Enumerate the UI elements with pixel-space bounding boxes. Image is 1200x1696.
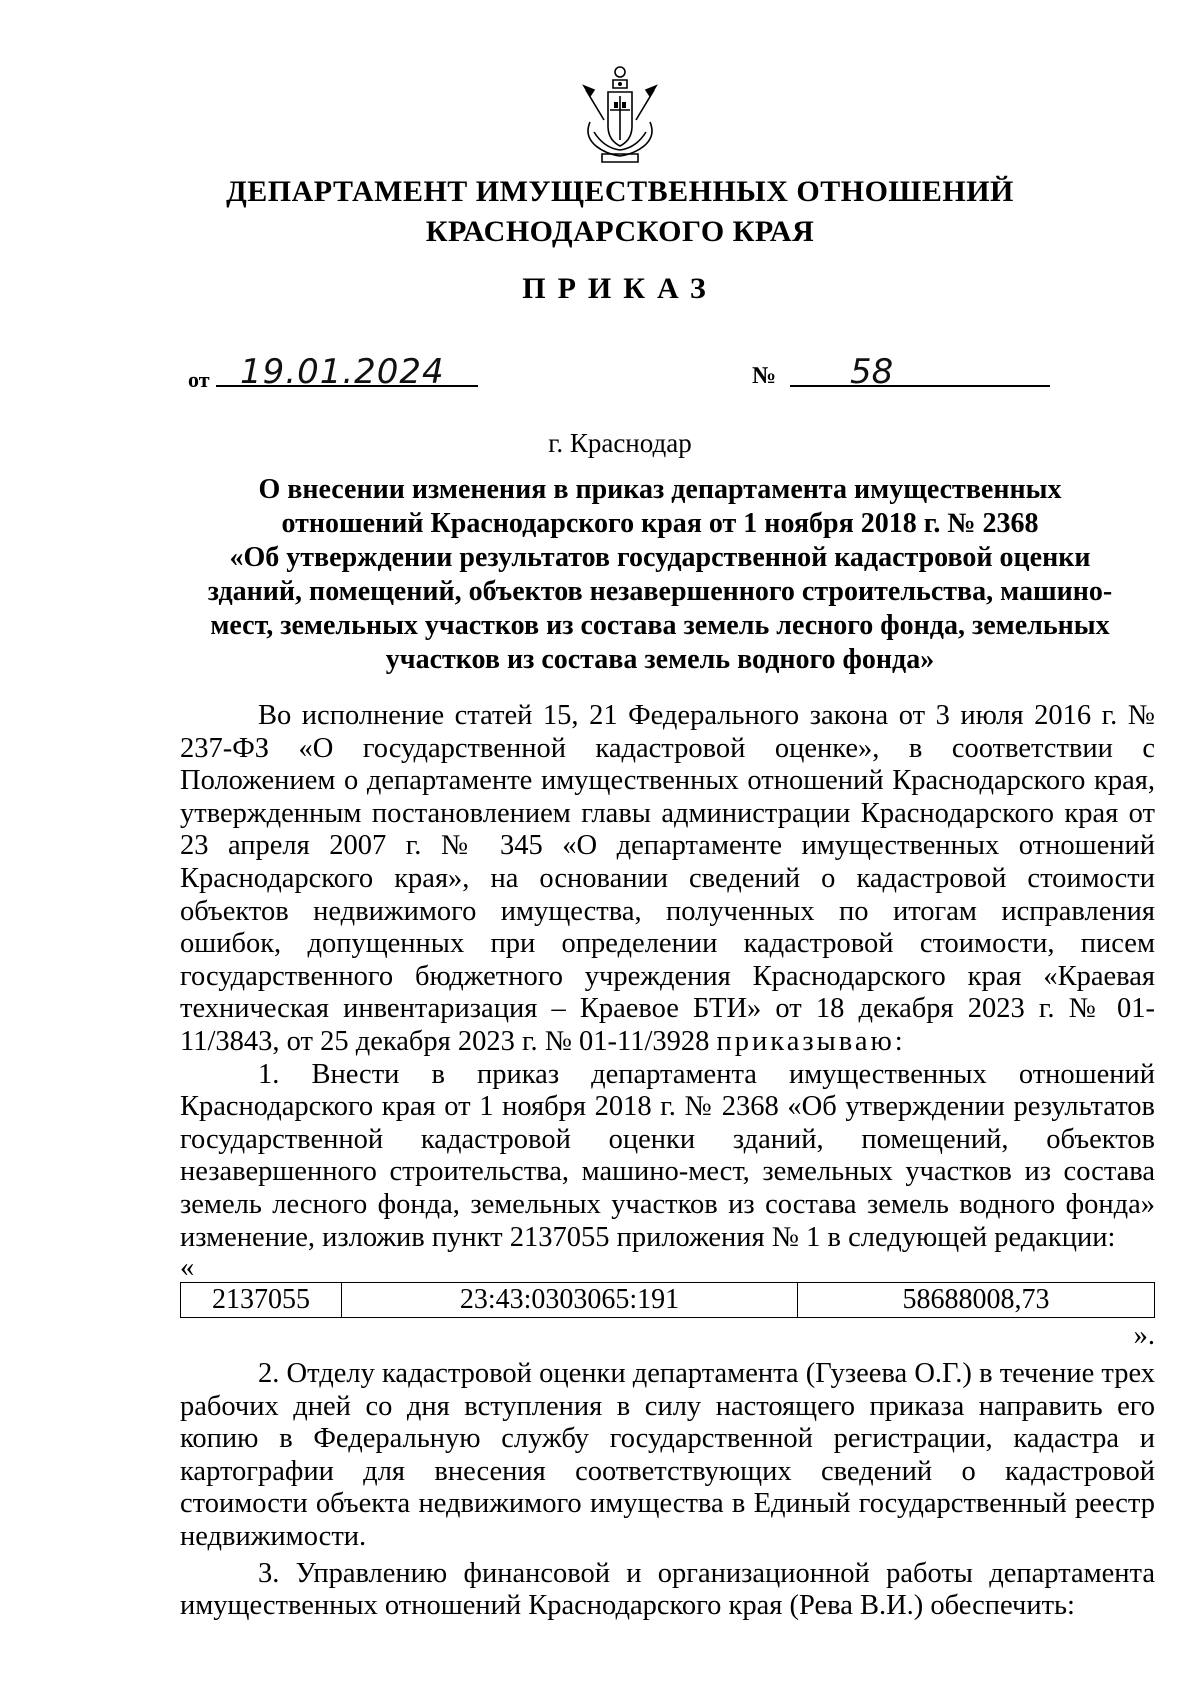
table-cell-cadastral-number: 23:43:0303065:191 <box>342 1283 798 1318</box>
subject-line: зданий, помещений, объектов незавершенного строительства, машино- <box>207 576 1113 607</box>
item-2-paragraph: 2. Отделу кадастровой оценки департамента (Гузеева О.Г.) в течение трех рабочих дней со дня вступления в силу настоящего приказа направить его копию в Федеральную службу государственной регистрации, кадастра и картографии для внесения соответствующих сведений о кадастровой стоимости объекта недвижимого имущества в Единый государственный реестр недвижимости. <box>180 1358 1155 1553</box>
subject-line: О внесении изменения в приказ департамента имущественных <box>258 474 1062 505</box>
number-value-handwritten: 58 <box>850 352 894 392</box>
document-body <box>180 700 1155 1623</box>
department-line-1: ДЕПАРТАМЕНТ ИМУЩЕСТВЕННЫХ ОТНОШЕНИЙ <box>226 175 1014 208</box>
item-3-paragraph: 3. Управлению финансовой и организационной работы департамента имущественных отношений Краснодарского края (Рева В.И.) обеспечить: <box>180 1557 1155 1622</box>
document-type-title: ПРИКАЗ <box>522 272 718 305</box>
subject-line: «Об утверждении результатов государственной кадастровой оценки <box>229 542 1091 573</box>
preamble-text: Во исполнение статей 15, 21 Федерального закона от 3 июля 2016 г. № 237-ФЗ «О государственной кадастровой оценке», в соответствии с Положением о департаменте имущественных отношений Краснодарского края, утвержденным постановлением главы администрации Краснодарского края от 23 апреля 2007 г. № 345 «О департаменте имущественных отношений Краснодарского края», на основании сведений о кадастровой стоимости объектов недвижимого имущества, полученных по итогам исправления ошибок, допущенных при определении кадастровой стоимости, писем государственного бюджетного учреждения Краснодарского края «Краевая техническая инвентаризация – Краевое БТИ» от 18 декабря 2023 г. № 01-11/3843, от 25 декабря 2023 г. № 01-11/3928 <box>180 700 1155 1057</box>
subject-line: отношений Краснодарского края от 1 ноября 2018 г. № 2368 <box>281 508 1039 539</box>
table-cell-item-number: 2137055 <box>181 1283 342 1318</box>
number-underline <box>790 385 1050 387</box>
table-row <box>181 1283 1155 1318</box>
date-label: от <box>188 367 210 392</box>
department-name <box>0 172 1200 252</box>
item-1-paragraph: 1. Внести в приказ департамента имущественных отношений Краснодарского края от 1 ноября 2018 г. № 2368 «Об утверждении результатов государственной кадастровой оценки зданий, помещений, объектов незавершенного строительства, машино-мест, земельных участков из состава земель лесного фонда, земельных участков из состава земель водного фонда» изменение, изложив пункт 2137055 приложения № 1 в следующей редакции: <box>180 1058 1155 1253</box>
city-name: г. Краснодар <box>548 428 692 458</box>
cadastral-value-table <box>180 1282 1155 1318</box>
number-label: № <box>752 363 777 389</box>
order-word: приказываю: <box>716 1025 906 1057</box>
order-subject-heading <box>180 473 1140 677</box>
department-line-2: КРАСНОДАРСКОГО КРАЯ <box>425 215 815 248</box>
subject-line: участков из состава земель водного фонда» <box>385 644 935 675</box>
quote-open-mark: « <box>180 1252 195 1284</box>
quote-close-mark: ». <box>1133 1320 1155 1352</box>
date-value-handwritten: 19.01.2024 <box>240 352 445 392</box>
preamble-paragraph <box>180 700 1155 1059</box>
table-cell-cadastral-value: 58688008,73 <box>798 1283 1155 1318</box>
subject-line: мест, земельных участков из состава земель лесного фонда, земельных <box>210 610 1110 641</box>
coat-of-arms-emblem <box>580 62 660 167</box>
